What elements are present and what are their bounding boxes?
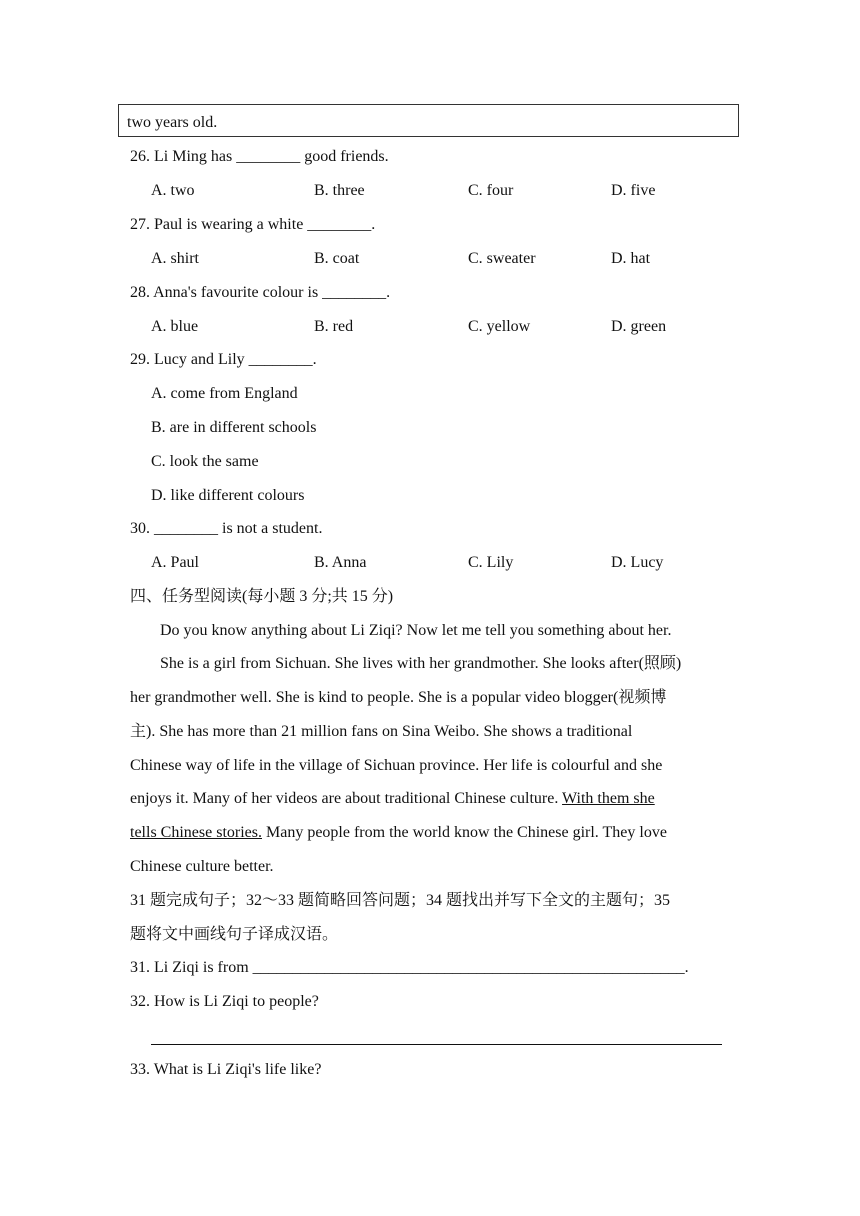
passage-line-4: Chinese way of life in the village of Sichuan province. Her life is colourful and she (130, 757, 663, 774)
passage-paragraph-1: Do you know anything about Li Ziqi? Now let me tell you something about her. (160, 622, 672, 639)
question-33-stem: 33. What is Li Ziqi's life like? (130, 1061, 322, 1078)
passage-line-5 (130, 789, 655, 809)
underlined-sentence-part-2: tells Chinese stories. (130, 824, 262, 841)
q27-option-d[interactable]: D. hat (611, 250, 651, 267)
q30-option-d[interactable]: D. Lucy (611, 554, 664, 571)
passage-line-3: 主). She has more than 21 million fans on Sina Weibo. She shows a traditional (130, 723, 633, 740)
box-text: two years old. (127, 114, 218, 131)
q26-option-b[interactable]: B. three (314, 182, 365, 199)
passage-line-7: Chinese culture better. (130, 858, 274, 875)
q28-option-a[interactable]: A. blue (151, 318, 199, 335)
question-32-answer-line[interactable] (151, 1044, 722, 1045)
q30-option-a[interactable]: A. Paul (151, 554, 199, 571)
q30-option-c[interactable]: C. Lily (468, 554, 514, 571)
passage-line-6-plain: Many people from the world know the Chinese girl. They love (261, 824, 667, 841)
q26-option-a[interactable]: A. two (151, 182, 195, 199)
section-4-heading: 四、任务型阅读(每小题 3 分;共 15 分) (130, 588, 394, 605)
q27-option-c[interactable]: C. sweater (468, 250, 536, 267)
question-32-stem: 32. How is Li Ziqi to people? (130, 993, 319, 1010)
question-28-stem: 28. Anna's favourite colour is ________. (130, 284, 391, 301)
q30-option-b[interactable]: B. Anna (314, 554, 367, 571)
q29-option-d[interactable]: D. like different colours (151, 487, 305, 504)
instructions-line-1: 31 题完成句子；32～33 题简略回答问题；34 题找出并写下全文的主题句；35 (130, 892, 671, 909)
q27-option-b[interactable]: B. coat (314, 250, 360, 267)
passage-line-6 (130, 823, 667, 843)
passage-line-5-plain: enjoys it. Many of her videos are about traditional Chinese culture. (130, 790, 559, 807)
question-29-stem: 29. Lucy and Lily ________. (130, 351, 317, 368)
question-30-stem: 30. ________ is not a student. (130, 520, 323, 537)
underlined-sentence-part-1: With them she (562, 790, 655, 807)
q28-option-b[interactable]: B. red (314, 318, 354, 335)
q29-option-b[interactable]: B. are in different schools (151, 419, 317, 436)
q28-option-d[interactable]: D. green (611, 318, 667, 335)
q26-option-d[interactable]: D. five (611, 182, 656, 199)
q29-option-c[interactable]: C. look the same (151, 453, 259, 470)
question-31-stem: 31. Li Ziqi is from (130, 959, 249, 976)
passage-line-1: She is a girl from Sichuan. She lives with her grandmother. She looks after(照顾) (160, 655, 682, 672)
question-31 (130, 958, 689, 978)
question-27-stem: 27. Paul is wearing a white ________. (130, 216, 376, 233)
question-31-answer-blank[interactable]: ______________________________________________________. (252, 959, 689, 976)
q28-option-c[interactable]: C. yellow (468, 318, 531, 335)
q29-option-a[interactable]: A. come from England (151, 385, 298, 402)
question-26-stem: 26. Li Ming has ________ good friends. (130, 148, 389, 165)
passage-line-2: her grandmother well. She is kind to people. She is a popular video blogger(视频博 (130, 689, 667, 706)
q27-option-a[interactable]: A. shirt (151, 250, 199, 267)
q26-option-c[interactable]: C. four (468, 182, 514, 199)
instructions-line-2: 题将文中画线句子译成汉语。 (130, 926, 339, 943)
passage-box-continuation (118, 104, 739, 137)
